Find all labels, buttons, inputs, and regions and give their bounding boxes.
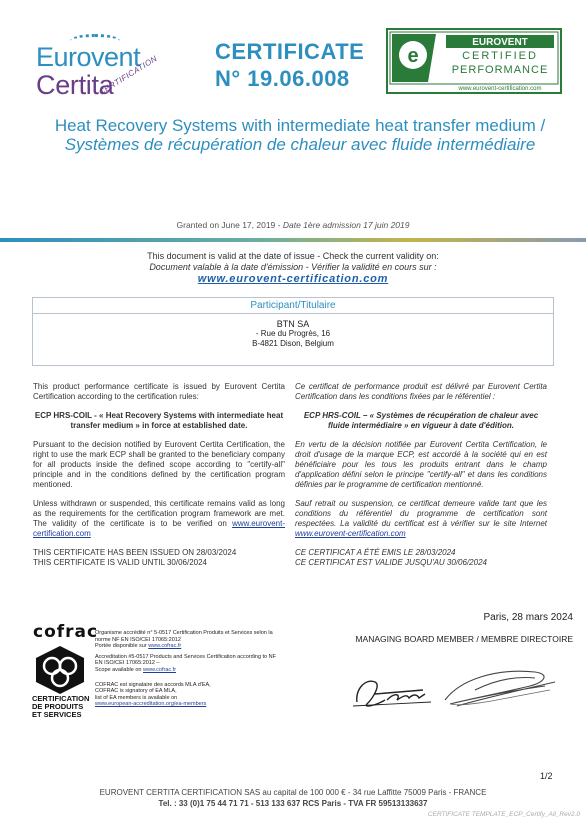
company-footer <box>0 787 586 809</box>
left-paragraph-3: Pursuant to the decision notified by Eurovent Certita Certification, the right to use the mark ECP shall be granted to the beneficiary company for all products inside the defined scope according to "certify-all" principle and in the conditions defined by the certification program mentioned. <box>33 440 285 489</box>
right-valid-until: CE CERTIFICAT EST VALIDE JUSQU'AU 30/06/2024 <box>295 558 487 567</box>
cofrac-text-3: Accreditation #5-0517 Products and Services Certification according to NF EN ISO/CEI 17065:2012 – <box>95 653 276 667</box>
left-valid-until: THIS CERTIFICATE IS VALID UNTIL 30/06/2024 <box>33 558 207 567</box>
french-terms-column <box>295 382 547 568</box>
right-paragraph-3: En vertu de la décision notifiée par Eurovent Certita Certification, le droit d'usage de la marque ECP, est accordé à la société qui en est bénéficiaire pour les tous les produits entrant dans le champ d'application défini selon le principe "certify-all" et dans les conditions définies par le programme de certification mentionné. <box>295 440 547 489</box>
ecp-url-text: www.eurovent-certification.com <box>458 86 542 92</box>
footer-line2: Tel. : 33 (0)1 75 44 71 71 - 513 133 637 RCS Paris - TVA FR 59513133637 <box>158 799 428 808</box>
right-paragraph-4-text: Sauf retrait ou suspension, ce certificat demeure valide tant que les conditions du référentiel du programme de certification sont respectées. La validité du certificat est à vérifier sur le site Internet <box>295 499 547 528</box>
cofrac-text-2-label: Portée disponible sur <box>95 643 149 650</box>
title-separator: / <box>535 116 546 135</box>
cofrac-text-6: COFRAC is signatory of EA MLA, <box>95 688 177 695</box>
right-issued-date: CE CERTIFICAT A ÉTÉ EMIS LE 28/03/2024 <box>295 548 456 557</box>
granted-english: Granted on June 17, 2019 - <box>176 220 283 230</box>
granted-date <box>0 220 586 230</box>
cofrac-sub-line3: ET SERVICES <box>32 710 82 719</box>
right-paragraph-2: ECP HRS-COIL – « Systèmes de récupération de chaleur avec fluide intermédiaire » en vigueur à date d'édition. <box>303 411 539 430</box>
left-certification-link[interactable]: www.eurovent-certification.com <box>33 519 285 538</box>
granted-french: Date 1ère admission 17 juin 2019 <box>282 220 410 230</box>
svg-text:e: e <box>407 45 419 67</box>
cofrac-text-5: COFRAC est signataire des accords MLA d'EA, <box>95 681 211 688</box>
participant-address-line2: B-4821 Dison, Belgium <box>252 339 334 348</box>
cofrac-link-2[interactable]: www.cofrac.fr <box>143 666 177 673</box>
page-number: 1/2 <box>540 771 553 781</box>
participant-name: BTN SA <box>276 319 310 329</box>
ecp-certified-text: CERTIFIED <box>462 50 538 62</box>
certificate-label: CERTIFICATE <box>215 39 365 64</box>
eurovent-certita-logo <box>30 30 180 110</box>
cofrac-text-4 <box>95 667 285 674</box>
certificate-number: N° 19.06.008 <box>215 66 350 91</box>
cofrac-subtitle <box>32 695 92 719</box>
english-terms-column <box>33 382 285 568</box>
participant-details <box>33 319 553 349</box>
right-paragraph-1: Ce certificat de performance produit est délivré par Eurovent Certita Certification dans les conditions fixées par le référentiel : <box>295 382 547 401</box>
footer-line1: EUROVENT CERTITA CERTIFICATION SAS au capital de 100 000 € - 34 rue Laffitte 75009 Paris - FRANCE <box>99 788 487 797</box>
cofrac-sub-line1: CERTIFICATION <box>32 694 90 703</box>
cofrac-ea-link[interactable]: www.european-accreditation.org/ea-members <box>95 701 207 708</box>
participant-address-line1: - Rue du Progrès, 16 <box>255 329 331 338</box>
ecp-performance-text: PERFORMANCE <box>451 64 549 76</box>
validity-english: This document is valid at the date of issue - Check the current validity on: <box>147 251 439 261</box>
left-paragraph-4-text: Unless withdrawn or suspended, this certificate remains valid as long as the requirements for the certification program framework are met. The validity of the certificate is to be verified on <box>33 499 285 528</box>
handwritten-signatures <box>345 660 565 720</box>
certificate-title <box>40 116 560 154</box>
left-paragraph-2: ECP HRS-COIL - « Heat Recovery Systems with intermediate heat transfer medium » in force at established date. <box>34 411 284 430</box>
logo-certification-text: CERTIFICATION <box>97 53 159 97</box>
signature-place-date: Paris, 28 mars 2024 <box>483 612 573 623</box>
cofrac-accreditation <box>32 622 287 732</box>
signatory-role: MANAGING BOARD MEMBER / MEMBRE DIRECTOIRE <box>355 634 573 644</box>
right-certification-link[interactable]: www.eurovent-certification.com <box>295 529 406 538</box>
validity-french: Document valable à la date d'émission - Vérifier la validité en cours sur : <box>149 262 437 272</box>
cofrac-link-1[interactable]: www.cofrac.fr <box>148 643 182 650</box>
right-paragraph-4 <box>295 499 547 539</box>
left-paragraph-4 <box>33 499 285 539</box>
validity-notice <box>0 251 586 285</box>
logo-certita-text: Certita <box>36 70 114 100</box>
certificate-heading <box>215 38 385 92</box>
ecp-eurovent-text: EUROVENT <box>472 37 528 48</box>
eurovent-certified-performance-logo <box>386 28 562 94</box>
left-issued-date: THIS CERTIFICATE HAS BEEN ISSUED ON 28/03/2024 <box>33 548 237 557</box>
template-reference: CERTIFICATE TEMPLATE_ECP_Certify_All_Rev2.0 <box>427 811 580 818</box>
participant-box <box>32 297 554 366</box>
cofrac-text-1: Organisme accrédité n° 5-0517 Certification Produits et Services selon la norme NF EN ISO/CEI 17065:2012 <box>95 630 273 643</box>
gradient-divider <box>0 238 586 242</box>
cofrac-text-2 <box>95 643 285 650</box>
cofrac-text-7: list of EA members is available on <box>95 694 178 701</box>
cofrac-hexagon-logo <box>32 644 88 694</box>
logo-eurovent-text: Eurovent <box>36 42 141 72</box>
title-english: Heat Recovery Systems with intermediate heat transfer medium <box>54 116 536 135</box>
cofrac-sub-line2: DE PRODUITS <box>32 702 84 711</box>
left-paragraph-1: This product performance certificate is issued by Eurovent Certita Certification according to the certification rules: <box>33 382 285 401</box>
validity-link[interactable]: www.eurovent-certification.com <box>197 273 389 285</box>
cofrac-wordmark: cofrac <box>33 622 99 642</box>
title-french: Systèmes de récupération de chaleur avec fluide intermédiaire <box>64 135 536 154</box>
participant-heading: Participant/Titulaire <box>33 298 553 314</box>
cofrac-details <box>95 630 285 708</box>
cofrac-text-4-label: Scope available on <box>95 666 144 673</box>
